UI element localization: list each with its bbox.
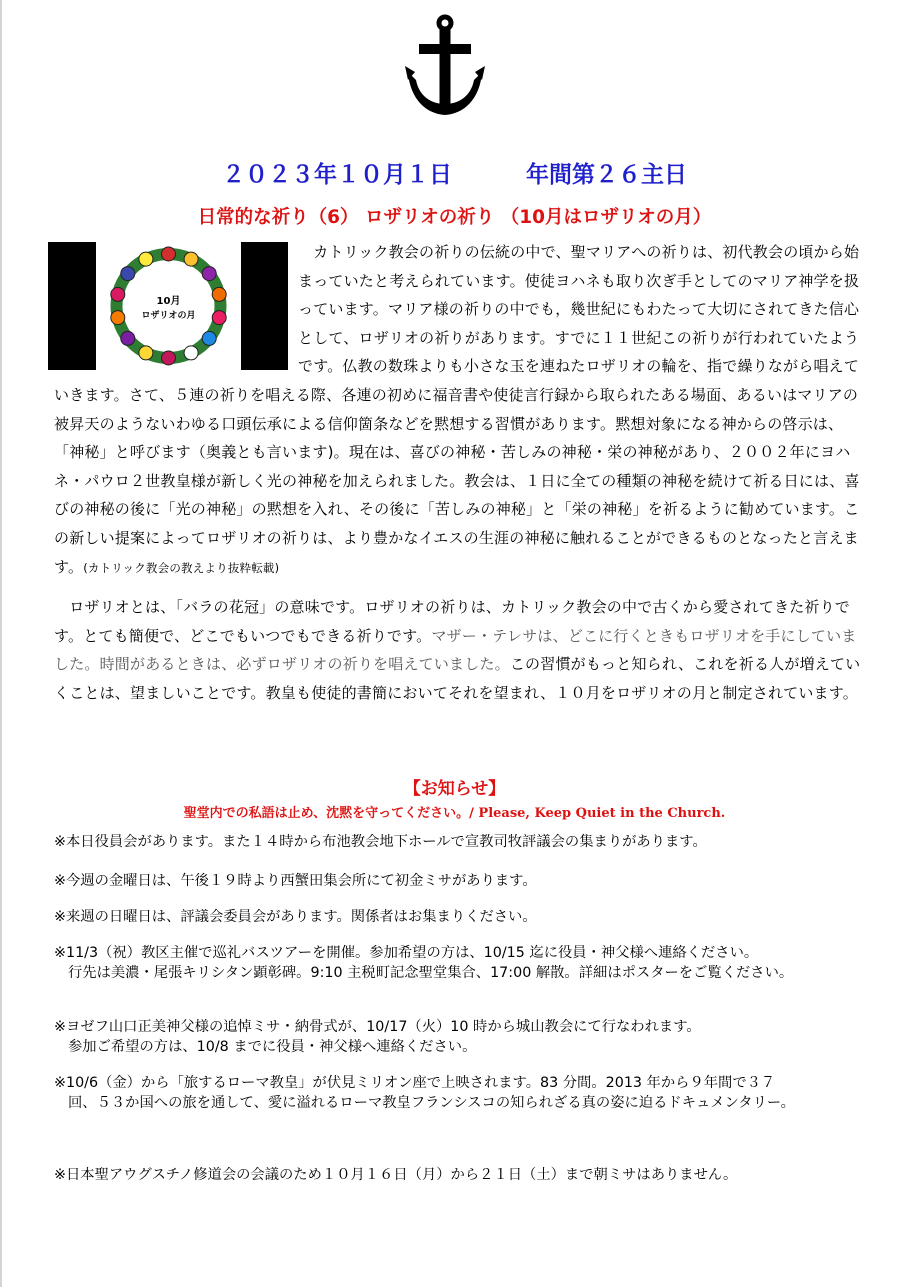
paragraph-1-text: カトリック教会の祈りの伝統の中で、聖マリアへの祈りは、初代教会の頃から始まっていたと考えられています。使徒ヨハネも取り次ぎ手としてのマリア神学を扱っています。マリア様の祈りの中でも，幾世紀にもわたって大切にされてきた信心として、ロザリオの祈りがあります。すでに１１世紀この祈りが行われていたようです。仏教の数珠よりも小さな玉を連ねたロザリオの輪を、指で繰りながら唱えていきます。さて、５連の祈りを唱える際、各連の初めに福音書や使徒言行録から取られたある場面、あるいはマリアの被昇天のようないわゆる口頭伝承による信仰箇条などを黙想する習慣があります。黙想対象になる神からの啓示は、「神秘」と呼びます（奥義とも言います)。現在は、喜びの神秘・苦しみの神秘・栄の神秘があり、２００２年にヨハネ・パウロ２世教皇様が新しく光の神秘を加えられました。教会は、１日に全ての種類の神秘を続けて祈る日には、喜びの神秘の後に「光の神秘」の黙想を入れ、その後に「苦しみの神秘」と「栄の神秘」を祈るように勧めています。この新しい提案によってロザリオの祈りは、より豊かなイエスの生涯の神秘に触れることができるものとなったと言えます。 xyxy=(54,243,860,576)
date: ２０２３年１０月１日 xyxy=(222,162,452,188)
notice-4 xyxy=(54,943,862,983)
anchor-icon xyxy=(405,14,485,122)
article-body xyxy=(54,238,866,582)
article-title: 日常的な祈り（6） ロザリオの祈り （10月はロザリオの月） xyxy=(197,207,712,228)
paragraph-2-text-b: マザー・テレサは、どこに行くときもロザリオを手にしていました。時間があるときは、必ずロザリオの祈りを唱えていました。 xyxy=(54,626,857,674)
page-edge xyxy=(0,0,2,1287)
article-paragraph-2 xyxy=(54,593,866,707)
notice-3: ※来週の日曜日は、評議会委員会があります。関係者はお集まりください。 xyxy=(54,909,537,925)
date-line xyxy=(0,156,909,189)
notices-heading: 【お知らせ】 xyxy=(403,779,506,799)
notice-4-line-2: 行先は美濃・尾張キリシタン顕彰碑。9:10 主税町記念聖堂集合、17:00 解散。詳細はポスターをご覧ください。 xyxy=(68,965,794,981)
source-note: (カトリック教会の教えより抜粋転載) xyxy=(83,560,280,575)
notice-6-line-2: 回、５３か国への旅を通して、愛に溢れるローマ教皇フランシスコの知られざる真の姿に迫るドキュメンタリー。 xyxy=(68,1095,795,1111)
notice-5 xyxy=(54,1017,862,1057)
quiet-request: 聖堂内での私語は止め、沈黙を守ってください。/ Please, Keep Quiet in the Church. xyxy=(183,806,726,821)
notice-5-line-1: ※ヨゼフ山口正美神父様の追悼ミサ・納骨式が、10/17（火）10 時から城山教会にて行なわれます。 xyxy=(54,1019,701,1035)
liturgical-sunday: 年間第２６主日 xyxy=(526,162,687,188)
wreath-caption-1: 10月 xyxy=(156,296,181,307)
paragraph-2-text-c: この習慣がもっと知られ、これを祈る人が増えていくことは、望ましいことです。教皇も使徒的書簡においてそれを望まれ、１０月をロザリオの月と制定されています。 xyxy=(54,655,861,702)
wreath-caption-2: ロザリオの月 xyxy=(141,311,196,321)
notice-1: ※本日役員会があります。また１４時から布池教会地下ホールで宣教司牧評議会の集まりがあります。 xyxy=(54,834,707,850)
notice-7: ※日本聖アウグスチノ修道会の会議のため１０月１６日（月）から２１日（土）まで朝ミサはありません。 xyxy=(54,1167,738,1183)
paragraph-2-text-a: ロザリオとは、「バラの花冠」の意味です。ロザリオの祈りは、カトリック教会の中で古くから愛されてきた祈りです。とても簡便で、どこでもいつでもできる祈りです。 xyxy=(54,598,851,645)
notice-6-line-1: ※10/6（金）から「旅するローマ教皇」が伏見ミリオン座で上映されます。83 分間。2013 年から９年間で３７ xyxy=(54,1075,776,1091)
notice-2: ※今週の金曜日は、午後１９時より西蟹田集会所にて初金ミサがあります。 xyxy=(54,873,537,889)
notice-5-line-2: 参加ご希望の方は、10/8 までに役員・神父様へ連絡ください。 xyxy=(68,1039,477,1055)
notice-6 xyxy=(54,1073,862,1113)
notice-4-line-1: ※11/3（祝）教区主催で巡礼バスツアーを開催。参加希望の方は、10/15 迄に役員・神父様へ連絡ください。 xyxy=(54,945,759,961)
